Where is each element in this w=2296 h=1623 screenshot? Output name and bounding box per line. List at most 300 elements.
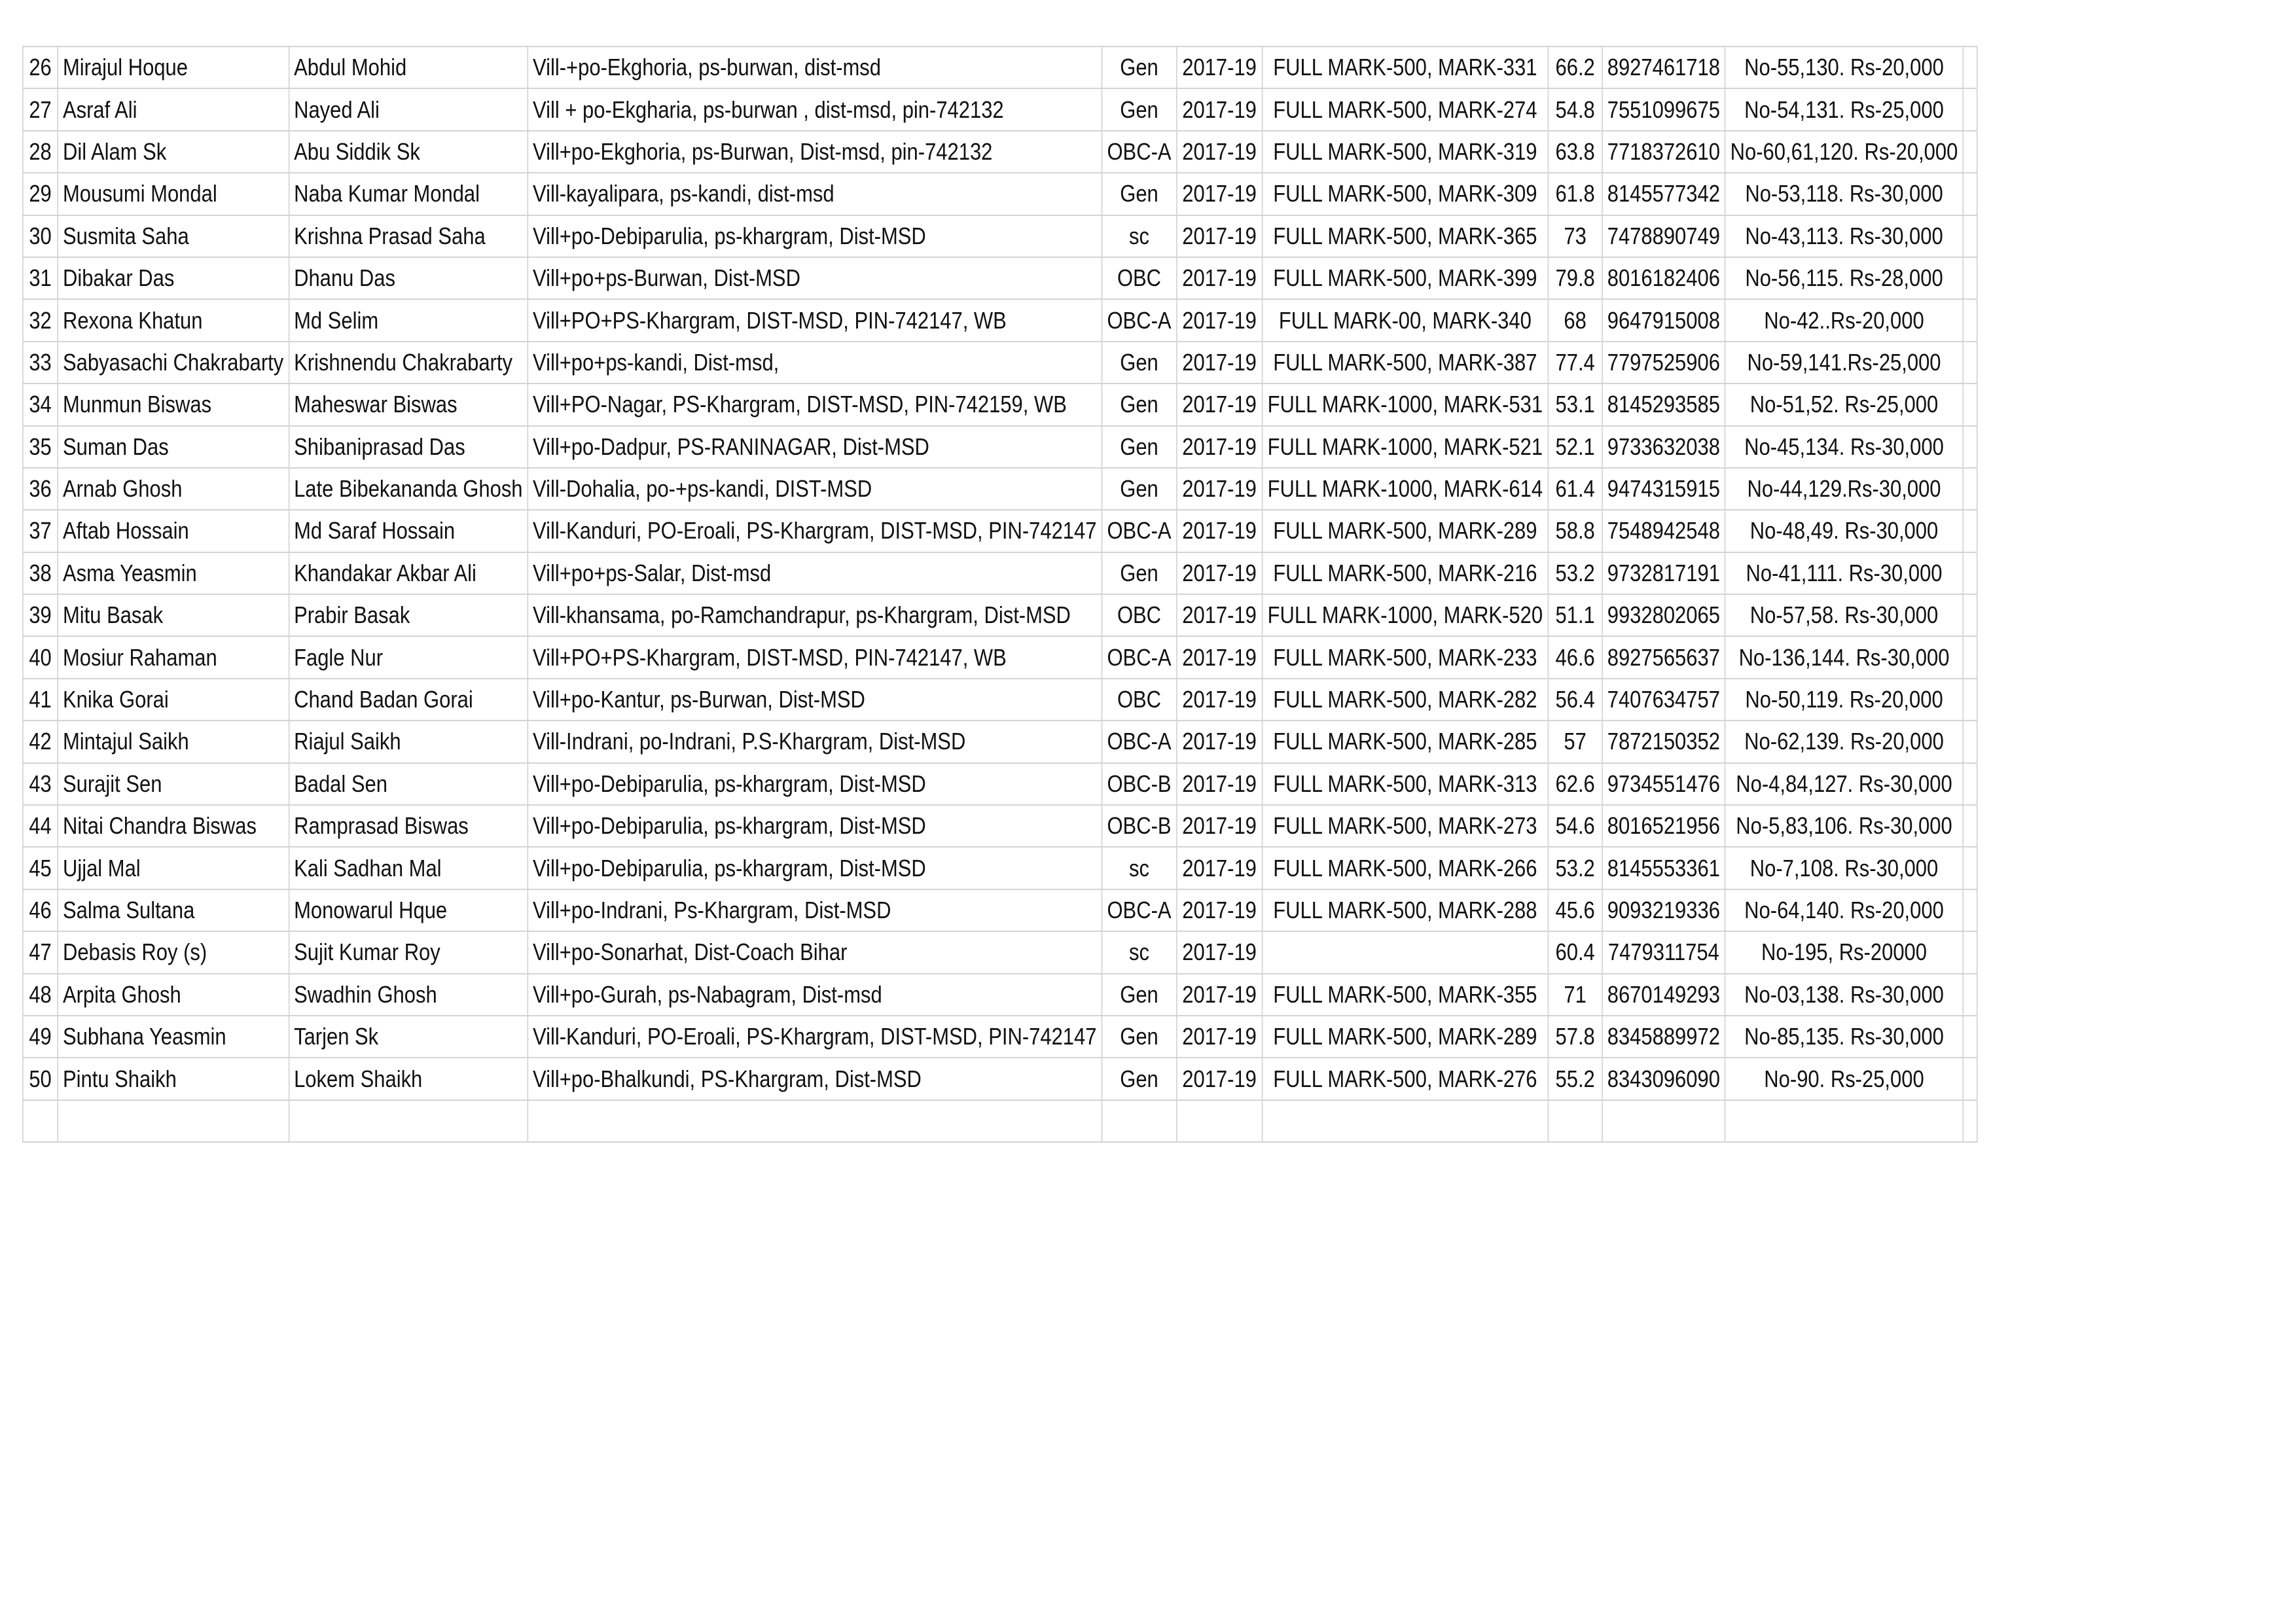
marks-cell[interactable]: FULL MARK-500, MARK-289 (1262, 1016, 1548, 1058)
category-cell[interactable]: Gen (1102, 46, 1177, 88)
serial-cell[interactable]: 43 (23, 763, 58, 805)
percentage-cell[interactable]: 66.2 (1548, 46, 1602, 88)
category-cell[interactable]: OBC-B (1102, 763, 1177, 805)
student-name-cell[interactable]: Suman Das (58, 426, 289, 468)
session-cell[interactable]: 2017-19 (1177, 383, 1263, 425)
session-cell[interactable]: 2017-19 (1177, 131, 1263, 173)
serial-cell[interactable]: 36 (23, 468, 58, 510)
percentage-cell[interactable]: 71 (1548, 974, 1602, 1016)
receipt-cell[interactable]: No-03,138. Rs-30,000 (1725, 974, 1964, 1016)
category-cell[interactable]: Gen (1102, 974, 1177, 1016)
address-cell[interactable]: Vill+po-Debiparulia, ps-khargram, Dist-MSD (528, 763, 1102, 805)
student-name-cell[interactable]: Ujjal Mal (58, 847, 289, 889)
percentage-cell[interactable]: 54.8 (1548, 88, 1602, 130)
receipt-cell[interactable]: No-4,84,127. Rs-30,000 (1725, 763, 1964, 805)
student-name-cell[interactable]: Mirajul Hoque (58, 46, 289, 88)
table-row (23, 299, 1977, 341)
receipt-cell[interactable]: No-60,61,120. Rs-20,000 (1725, 131, 1964, 173)
empty-cell[interactable] (1963, 215, 1977, 257)
empty-cell[interactable] (1963, 173, 1977, 215)
receipt-cell[interactable]: No-42..Rs-20,000 (1725, 299, 1964, 341)
guardian-name-cell[interactable]: Shibaniprasad Das (289, 426, 528, 468)
empty-cell[interactable] (1725, 1100, 1964, 1142)
student-name-cell[interactable]: Knika Gorai (58, 679, 289, 721)
marks-cell[interactable]: FULL MARK-500, MARK-387 (1262, 342, 1548, 383)
category-cell[interactable]: OBC-A (1102, 299, 1177, 341)
serial-cell[interactable]: 47 (23, 931, 58, 973)
category-cell[interactable]: sc (1102, 931, 1177, 973)
percentage-cell[interactable]: 53.2 (1548, 552, 1602, 594)
address-cell[interactable]: Vill+po-Indrani, Ps-Khargram, Dist-MSD (528, 889, 1102, 931)
address-cell[interactable]: Vill+po-Debiparulia, ps-khargram, Dist-MSD (528, 847, 1102, 889)
receipt-cell[interactable]: No-54,131. Rs-25,000 (1725, 88, 1964, 130)
percentage-cell[interactable]: 52.1 (1548, 426, 1602, 468)
empty-cell[interactable] (1548, 1100, 1602, 1142)
session-cell[interactable]: 2017-19 (1177, 847, 1263, 889)
percentage-cell[interactable]: 61.8 (1548, 173, 1602, 215)
category-cell[interactable]: Gen (1102, 468, 1177, 510)
address-cell[interactable]: Vill-Kanduri, PO-Eroali, PS-Khargram, DIST-MSD, PIN-742147 (528, 510, 1102, 552)
student-name-cell[interactable]: Aftab Hossain (58, 510, 289, 552)
phone-cell[interactable]: 7718372610 (1602, 131, 1725, 173)
guardian-name-cell[interactable]: Nayed Ali (289, 88, 528, 130)
receipt-cell[interactable]: No-59,141.Rs-25,000 (1725, 342, 1964, 383)
serial-cell[interactable]: 30 (23, 215, 58, 257)
serial-cell[interactable]: 28 (23, 131, 58, 173)
category-cell[interactable]: OBC-A (1102, 131, 1177, 173)
phone-cell[interactable]: 8016182406 (1602, 257, 1725, 299)
student-name-cell[interactable]: Dil Alam Sk (58, 131, 289, 173)
empty-cell[interactable] (58, 1100, 289, 1142)
table-row (23, 594, 1977, 636)
empty-cell[interactable] (289, 1100, 528, 1142)
receipt-cell[interactable]: No-51,52. Rs-25,000 (1725, 383, 1964, 425)
table-row (23, 763, 1977, 805)
table-row (23, 426, 1977, 468)
serial-cell[interactable]: 34 (23, 383, 58, 425)
receipt-cell[interactable]: No-43,113. Rs-30,000 (1725, 215, 1964, 257)
phone-cell[interactable]: 7872150352 (1602, 721, 1725, 762)
category-cell[interactable]: OBC-A (1102, 721, 1177, 762)
serial-cell[interactable]: 49 (23, 1016, 58, 1058)
guardian-name-cell[interactable]: Prabir Basak (289, 594, 528, 636)
guardian-name-cell[interactable]: Krishnendu Chakrabarty (289, 342, 528, 383)
empty-cell[interactable] (1177, 1100, 1263, 1142)
receipt-cell[interactable]: No-136,144. Rs-30,000 (1725, 636, 1964, 678)
phone-cell[interactable]: 8145577342 (1602, 173, 1725, 215)
serial-cell[interactable]: 45 (23, 847, 58, 889)
phone-cell[interactable]: 7407634757 (1602, 679, 1725, 721)
address-cell[interactable]: Vill+po-Debiparulia, ps-khargram, Dist-MSD (528, 805, 1102, 847)
receipt-cell[interactable]: No-85,135. Rs-30,000 (1725, 1016, 1964, 1058)
phone-cell[interactable]: 9733632038 (1602, 426, 1725, 468)
empty-cell[interactable] (1963, 299, 1977, 341)
empty-cell[interactable] (1963, 88, 1977, 130)
guardian-name-cell[interactable]: Md Selim (289, 299, 528, 341)
address-cell[interactable]: Vill+po-Ekghoria, ps-Burwan, Dist-msd, pin-742132 (528, 131, 1102, 173)
category-cell[interactable]: sc (1102, 847, 1177, 889)
student-name-cell[interactable]: Salma Sultana (58, 889, 289, 931)
student-name-cell[interactable]: Subhana Yeasmin (58, 1016, 289, 1058)
address-cell[interactable]: Vill-+po-Ekghoria, ps-burwan, dist-msd (528, 46, 1102, 88)
session-cell[interactable]: 2017-19 (1177, 88, 1263, 130)
session-cell[interactable]: 2017-19 (1177, 763, 1263, 805)
empty-cell[interactable] (1963, 46, 1977, 88)
percentage-cell[interactable]: 55.2 (1548, 1058, 1602, 1099)
guardian-name-cell[interactable]: Riajul Saikh (289, 721, 528, 762)
serial-cell[interactable]: 37 (23, 510, 58, 552)
marks-cell[interactable]: FULL MARK-1000, MARK-614 (1262, 468, 1548, 510)
student-name-cell[interactable]: Nitai Chandra Biswas (58, 805, 289, 847)
phone-cell[interactable]: 8670149293 (1602, 974, 1725, 1016)
guardian-name-cell[interactable]: Lokem Shaikh (289, 1058, 528, 1099)
student-name-cell[interactable]: Mitu Basak (58, 594, 289, 636)
empty-cell[interactable] (1963, 426, 1977, 468)
session-cell[interactable]: 2017-19 (1177, 679, 1263, 721)
session-cell[interactable]: 2017-19 (1177, 931, 1263, 973)
student-name-cell[interactable]: Sabyasachi Chakrabarty (58, 342, 289, 383)
serial-cell[interactable]: 26 (23, 46, 58, 88)
category-cell[interactable]: sc (1102, 215, 1177, 257)
receipt-cell[interactable]: No-195, Rs-20000 (1725, 931, 1964, 973)
category-cell[interactable]: OBC-A (1102, 889, 1177, 931)
category-cell[interactable]: Gen (1102, 552, 1177, 594)
percentage-cell[interactable]: 68 (1548, 299, 1602, 341)
guardian-name-cell[interactable]: Ramprasad Biswas (289, 805, 528, 847)
address-cell[interactable]: Vill+po-Dadpur, PS-RANINAGAR, Dist-MSD (528, 426, 1102, 468)
marks-cell[interactable]: FULL MARK-500, MARK-274 (1262, 88, 1548, 130)
session-cell[interactable]: 2017-19 (1177, 215, 1263, 257)
percentage-cell[interactable]: 58.8 (1548, 510, 1602, 552)
category-cell[interactable]: OBC (1102, 257, 1177, 299)
marks-cell[interactable]: FULL MARK-500, MARK-285 (1262, 721, 1548, 762)
serial-cell[interactable]: 50 (23, 1058, 58, 1099)
guardian-name-cell[interactable]: Naba Kumar Mondal (289, 173, 528, 215)
marks-cell[interactable]: FULL MARK-1000, MARK-520 (1262, 594, 1548, 636)
marks-cell[interactable]: FULL MARK-00, MARK-340 (1262, 299, 1548, 341)
address-cell[interactable]: Vill+po+ps-Burwan, Dist-MSD (528, 257, 1102, 299)
table-row (23, 510, 1977, 552)
percentage-cell[interactable]: 54.6 (1548, 805, 1602, 847)
table-row (23, 1058, 1977, 1099)
serial-cell[interactable]: 42 (23, 721, 58, 762)
marks-cell[interactable]: FULL MARK-500, MARK-288 (1262, 889, 1548, 931)
phone-cell[interactable]: 9647915008 (1602, 299, 1725, 341)
percentage-cell[interactable]: 51.1 (1548, 594, 1602, 636)
guardian-name-cell[interactable]: Kali Sadhan Mal (289, 847, 528, 889)
student-name-cell[interactable]: Mousumi Mondal (58, 173, 289, 215)
receipt-cell[interactable]: No-50,119. Rs-20,000 (1725, 679, 1964, 721)
phone-cell[interactable]: 9474315915 (1602, 468, 1725, 510)
category-cell[interactable]: OBC-A (1102, 636, 1177, 678)
serial-cell[interactable]: 48 (23, 974, 58, 1016)
phone-cell[interactable]: 8343096090 (1602, 1058, 1725, 1099)
address-cell[interactable]: Vill-kayalipara, ps-kandi, dist-msd (528, 173, 1102, 215)
empty-cell[interactable] (1963, 847, 1977, 889)
guardian-name-cell[interactable]: Khandakar Akbar Ali (289, 552, 528, 594)
marks-cell[interactable]: FULL MARK-500, MARK-365 (1262, 215, 1548, 257)
percentage-cell[interactable]: 45.6 (1548, 889, 1602, 931)
marks-cell[interactable]: FULL MARK-500, MARK-282 (1262, 679, 1548, 721)
marks-cell[interactable]: FULL MARK-500, MARK-319 (1262, 131, 1548, 173)
student-name-cell[interactable]: Mosiur Rahaman (58, 636, 289, 678)
serial-cell[interactable]: 35 (23, 426, 58, 468)
marks-cell[interactable]: FULL MARK-500, MARK-266 (1262, 847, 1548, 889)
empty-cell[interactable] (23, 1100, 58, 1142)
category-cell[interactable]: Gen (1102, 342, 1177, 383)
empty-cell[interactable] (1963, 889, 1977, 931)
marks-cell[interactable]: FULL MARK-500, MARK-355 (1262, 974, 1548, 1016)
guardian-name-cell[interactable]: Sujit Kumar Roy (289, 931, 528, 973)
address-cell[interactable]: Vill+po+ps-Salar, Dist-msd (528, 552, 1102, 594)
table-row (23, 805, 1977, 847)
session-cell[interactable]: 2017-19 (1177, 552, 1263, 594)
guardian-name-cell[interactable]: Swadhin Ghosh (289, 974, 528, 1016)
percentage-cell[interactable]: 63.8 (1548, 131, 1602, 173)
address-cell[interactable]: Vill+po-Bhalkundi, PS-Khargram, Dist-MSD (528, 1058, 1102, 1099)
address-cell[interactable]: Vill+po-Kantur, ps-Burwan, Dist-MSD (528, 679, 1102, 721)
guardian-name-cell[interactable]: Abdul Mohid (289, 46, 528, 88)
guardian-name-cell[interactable]: Krishna Prasad Saha (289, 215, 528, 257)
session-cell[interactable]: 2017-19 (1177, 468, 1263, 510)
phone-cell[interactable]: 7479311754 (1602, 931, 1725, 973)
phone-cell[interactable]: 7478890749 (1602, 215, 1725, 257)
address-cell[interactable]: Vill-Indrani, po-Indrani, P.S-Khargram, Dist-MSD (528, 721, 1102, 762)
address-cell[interactable]: Vill+po+ps-kandi, Dist-msd, (528, 342, 1102, 383)
receipt-cell[interactable]: No-53,118. Rs-30,000 (1725, 173, 1964, 215)
address-cell[interactable]: Vill+po-Sonarhat, Dist-Coach Bihar (528, 931, 1102, 973)
phone-cell[interactable]: 8345889972 (1602, 1016, 1725, 1058)
category-cell[interactable]: Gen (1102, 1058, 1177, 1099)
student-name-cell[interactable]: Arpita Ghosh (58, 974, 289, 1016)
table-row (23, 215, 1977, 257)
session-cell[interactable]: 2017-19 (1177, 594, 1263, 636)
phone-cell[interactable]: 8145293585 (1602, 383, 1725, 425)
percentage-cell[interactable]: 57.8 (1548, 1016, 1602, 1058)
serial-cell[interactable]: 32 (23, 299, 58, 341)
phone-cell[interactable]: 8927565637 (1602, 636, 1725, 678)
session-cell[interactable]: 2017-19 (1177, 636, 1263, 678)
serial-cell[interactable]: 38 (23, 552, 58, 594)
empty-cell[interactable] (1963, 131, 1977, 173)
marks-cell[interactable]: FULL MARK-500, MARK-399 (1262, 257, 1548, 299)
percentage-cell[interactable]: 73 (1548, 215, 1602, 257)
phone-cell[interactable]: 8927461718 (1602, 46, 1725, 88)
receipt-cell[interactable]: No-55,130. Rs-20,000 (1725, 46, 1964, 88)
guardian-name-cell[interactable]: Monowarul Hque (289, 889, 528, 931)
session-cell[interactable]: 2017-19 (1177, 510, 1263, 552)
address-cell[interactable]: Vill+po-Debiparulia, ps-khargram, Dist-MSD (528, 215, 1102, 257)
receipt-cell[interactable]: No-57,58. Rs-30,000 (1725, 594, 1964, 636)
table-row (23, 46, 1977, 88)
marks-cell[interactable] (1262, 931, 1548, 973)
guardian-name-cell[interactable]: Dhanu Das (289, 257, 528, 299)
empty-cell[interactable] (1262, 1100, 1548, 1142)
percentage-cell[interactable]: 60.4 (1548, 931, 1602, 973)
phone-cell[interactable]: 9932802065 (1602, 594, 1725, 636)
student-name-cell[interactable]: Pintu Shaikh (58, 1058, 289, 1099)
student-name-cell[interactable]: Asraf Ali (58, 88, 289, 130)
address-cell[interactable]: Vill + po-Ekgharia, ps-burwan , dist-msd, pin-742132 (528, 88, 1102, 130)
empty-cell[interactable] (1963, 721, 1977, 762)
receipt-cell[interactable]: No-7,108. Rs-30,000 (1725, 847, 1964, 889)
percentage-cell[interactable]: 53.1 (1548, 383, 1602, 425)
percentage-cell[interactable]: 46.6 (1548, 636, 1602, 678)
serial-cell[interactable]: 29 (23, 173, 58, 215)
category-cell[interactable]: Gen (1102, 173, 1177, 215)
phone-cell[interactable]: 8145553361 (1602, 847, 1725, 889)
empty-cell[interactable] (1963, 636, 1977, 678)
guardian-name-cell[interactable]: Abu Siddik Sk (289, 131, 528, 173)
address-cell[interactable]: Vill-khansama, po-Ramchandrapur, ps-Khargram, Dist-MSD (528, 594, 1102, 636)
serial-cell[interactable]: 39 (23, 594, 58, 636)
empty-cell[interactable] (1963, 510, 1977, 552)
empty-cell[interactable] (1963, 383, 1977, 425)
marks-cell[interactable]: FULL MARK-1000, MARK-521 (1262, 426, 1548, 468)
receipt-cell[interactable]: No-64,140. Rs-20,000 (1725, 889, 1964, 931)
session-cell[interactable]: 2017-19 (1177, 1016, 1263, 1058)
receipt-cell[interactable]: No-62,139. Rs-20,000 (1725, 721, 1964, 762)
session-cell[interactable]: 2017-19 (1177, 257, 1263, 299)
phone-cell[interactable]: 7797525906 (1602, 342, 1725, 383)
receipt-cell[interactable]: No-44,129.Rs-30,000 (1725, 468, 1964, 510)
guardian-name-cell[interactable]: Chand Badan Gorai (289, 679, 528, 721)
receipt-cell[interactable]: No-48,49. Rs-30,000 (1725, 510, 1964, 552)
marks-cell[interactable]: FULL MARK-500, MARK-331 (1262, 46, 1548, 88)
percentage-cell[interactable]: 57 (1548, 721, 1602, 762)
spreadsheet-table (22, 46, 1978, 1143)
student-name-cell[interactable]: Dibakar Das (58, 257, 289, 299)
table-row (23, 88, 1977, 130)
student-name-cell[interactable]: Munmun Biswas (58, 383, 289, 425)
phone-cell[interactable]: 9732817191 (1602, 552, 1725, 594)
marks-cell[interactable]: FULL MARK-500, MARK-289 (1262, 510, 1548, 552)
phone-cell[interactable]: 7548942548 (1602, 510, 1725, 552)
empty-cell[interactable] (1963, 1016, 1977, 1058)
empty-cell[interactable] (1963, 931, 1977, 973)
empty-cell[interactable] (1963, 1058, 1977, 1099)
student-name-cell[interactable]: Debasis Roy (s) (58, 931, 289, 973)
session-cell[interactable]: 2017-19 (1177, 974, 1263, 1016)
receipt-cell[interactable]: No-45,134. Rs-30,000 (1725, 426, 1964, 468)
empty-cell[interactable] (1963, 763, 1977, 805)
category-cell[interactable]: OBC-A (1102, 510, 1177, 552)
student-name-cell[interactable]: Asma Yeasmin (58, 552, 289, 594)
empty-cell[interactable] (528, 1100, 1102, 1142)
marks-cell[interactable]: FULL MARK-500, MARK-276 (1262, 1058, 1548, 1099)
address-cell[interactable]: Vill+po-Gurah, ps-Nabagram, Dist-msd (528, 974, 1102, 1016)
student-name-cell[interactable]: Susmita Saha (58, 215, 289, 257)
receipt-cell[interactable]: No-56,115. Rs-28,000 (1725, 257, 1964, 299)
marks-cell[interactable]: FULL MARK-500, MARK-273 (1262, 805, 1548, 847)
percentage-cell[interactable]: 77.4 (1548, 342, 1602, 383)
category-cell[interactable]: Gen (1102, 383, 1177, 425)
serial-cell[interactable]: 44 (23, 805, 58, 847)
empty-cell[interactable] (1963, 342, 1977, 383)
session-cell[interactable]: 2017-19 (1177, 299, 1263, 341)
empty-cell[interactable] (1963, 679, 1977, 721)
guardian-name-cell[interactable]: Md Saraf Hossain (289, 510, 528, 552)
student-name-cell[interactable]: Surajit Sen (58, 763, 289, 805)
empty-cell[interactable] (1963, 1100, 1977, 1142)
marks-cell[interactable]: FULL MARK-500, MARK-233 (1262, 636, 1548, 678)
serial-cell[interactable]: 27 (23, 88, 58, 130)
receipt-cell[interactable]: No-90. Rs-25,000 (1725, 1058, 1964, 1099)
session-cell[interactable]: 2017-19 (1177, 426, 1263, 468)
marks-cell[interactable]: FULL MARK-500, MARK-313 (1262, 763, 1548, 805)
guardian-name-cell[interactable]: Fagle Nur (289, 636, 528, 678)
student-name-cell[interactable]: Rexona Khatun (58, 299, 289, 341)
empty-cell[interactable] (1963, 257, 1977, 299)
empty-cell[interactable] (1963, 594, 1977, 636)
address-cell[interactable]: Vill-Dohalia, po-+ps-kandi, DIST-MSD (528, 468, 1102, 510)
category-cell[interactable]: Gen (1102, 88, 1177, 130)
guardian-name-cell[interactable]: Tarjen Sk (289, 1016, 528, 1058)
serial-cell[interactable]: 31 (23, 257, 58, 299)
percentage-cell[interactable]: 79.8 (1548, 257, 1602, 299)
marks-cell[interactable]: FULL MARK-500, MARK-216 (1262, 552, 1548, 594)
marks-cell[interactable]: FULL MARK-1000, MARK-531 (1262, 383, 1548, 425)
guardian-name-cell[interactable]: Late Bibekananda Ghosh (289, 468, 528, 510)
category-cell[interactable]: Gen (1102, 426, 1177, 468)
guardian-name-cell[interactable]: Badal Sen (289, 763, 528, 805)
category-cell[interactable]: OBC-B (1102, 805, 1177, 847)
empty-cell[interactable] (1602, 1100, 1725, 1142)
address-cell[interactable]: Vill+PO-Nagar, PS-Khargram, DIST-MSD, PIN-742159, WB (528, 383, 1102, 425)
guardian-name-cell[interactable]: Maheswar Biswas (289, 383, 528, 425)
empty-row (23, 1100, 1977, 1142)
serial-cell[interactable]: 41 (23, 679, 58, 721)
session-cell[interactable]: 2017-19 (1177, 721, 1263, 762)
percentage-cell[interactable]: 61.4 (1548, 468, 1602, 510)
marks-cell[interactable]: FULL MARK-500, MARK-309 (1262, 173, 1548, 215)
session-cell[interactable]: 2017-19 (1177, 1058, 1263, 1099)
student-name-cell[interactable]: Mintajul Saikh (58, 721, 289, 762)
student-name-cell[interactable]: Arnab Ghosh (58, 468, 289, 510)
session-cell[interactable]: 2017-19 (1177, 46, 1263, 88)
receipt-cell[interactable]: No-5,83,106. Rs-30,000 (1725, 805, 1964, 847)
session-cell[interactable]: 2017-19 (1177, 342, 1263, 383)
empty-cell[interactable] (1963, 468, 1977, 510)
phone-cell[interactable]: 8016521956 (1602, 805, 1725, 847)
empty-cell[interactable] (1963, 974, 1977, 1016)
session-cell[interactable]: 2017-19 (1177, 889, 1263, 931)
percentage-cell[interactable]: 53.2 (1548, 847, 1602, 889)
address-cell[interactable]: Vill+PO+PS-Khargram, DIST-MSD, PIN-742147, WB (528, 636, 1102, 678)
serial-cell[interactable]: 46 (23, 889, 58, 931)
empty-cell[interactable] (1963, 805, 1977, 847)
percentage-cell[interactable]: 56.4 (1548, 679, 1602, 721)
address-cell[interactable]: Vill+PO+PS-Khargram, DIST-MSD, PIN-742147, WB (528, 299, 1102, 341)
address-cell[interactable]: Vill-Kanduri, PO-Eroali, PS-Khargram, DIST-MSD, PIN-742147 (528, 1016, 1102, 1058)
phone-cell[interactable]: 9093219336 (1602, 889, 1725, 931)
phone-cell[interactable]: 9734551476 (1602, 763, 1725, 805)
category-cell[interactable]: Gen (1102, 1016, 1177, 1058)
percentage-cell[interactable]: 62.6 (1548, 763, 1602, 805)
category-cell[interactable]: OBC (1102, 679, 1177, 721)
empty-cell[interactable] (1963, 552, 1977, 594)
session-cell[interactable]: 2017-19 (1177, 173, 1263, 215)
category-cell[interactable]: OBC (1102, 594, 1177, 636)
serial-cell[interactable]: 33 (23, 342, 58, 383)
table-row (23, 889, 1977, 931)
receipt-cell[interactable]: No-41,111. Rs-30,000 (1725, 552, 1964, 594)
empty-cell[interactable] (1102, 1100, 1177, 1142)
session-cell[interactable]: 2017-19 (1177, 805, 1263, 847)
table-row (23, 974, 1977, 1016)
phone-cell[interactable]: 7551099675 (1602, 88, 1725, 130)
serial-cell[interactable]: 40 (23, 636, 58, 678)
